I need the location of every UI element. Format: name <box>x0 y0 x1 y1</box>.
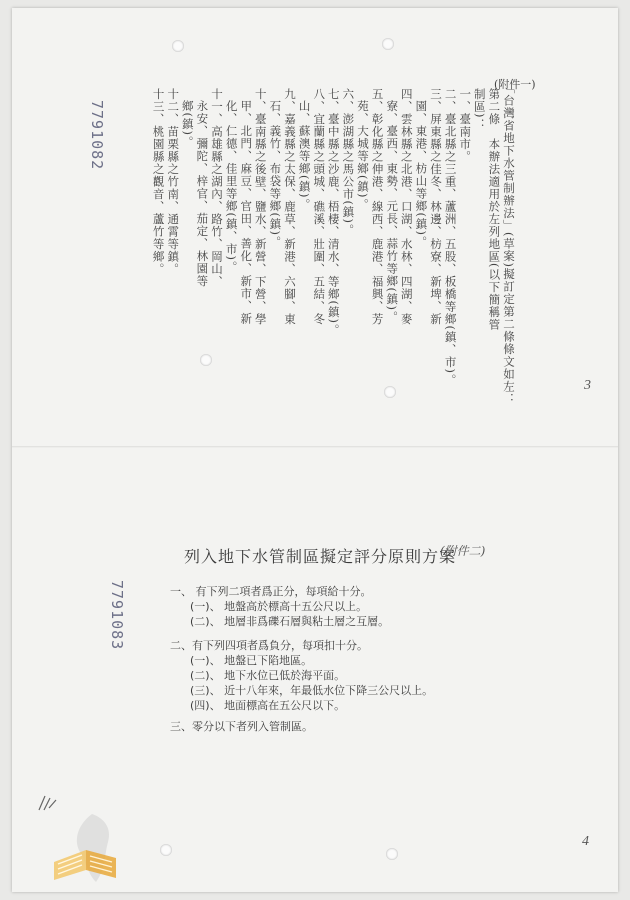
regulation-text-column: 三、屏東縣之佳冬、林邊、枋寮、新埤、新 <box>429 88 443 326</box>
regulation-text-column: 化、仁德、佳里等鄉(鎮、市)。 <box>224 100 239 274</box>
regulation-text-column: 一、臺南市。 <box>458 88 473 163</box>
criteria-line: (一)、 地盤高於標高十五公尺以上。 <box>190 600 368 613</box>
regulation-text-column: 十二、苗栗縣之竹南、通霄等鎮。 <box>166 88 181 276</box>
serial-number-top: 7791082 <box>88 100 106 171</box>
regulation-text-column: 十一、高雄縣之湖內、路竹、岡山、 <box>210 88 224 288</box>
archive-watermark-logo <box>46 808 126 888</box>
criteria-line: (二)、 地下水位已低於海平面。 <box>190 669 346 682</box>
punch-hole <box>382 38 394 50</box>
punch-hole <box>160 844 172 856</box>
regulation-text-column: 石、義竹、布袋等鄉(鎮)。 <box>268 100 283 249</box>
regulation-text-column: 七、臺中縣之沙鹿、梧棲、清水、等鄉(鎮)。 <box>326 88 341 337</box>
regulation-text-column: 永安、彌陀、梓官、茄定、林園等 <box>195 100 210 288</box>
punch-hole <box>386 848 398 860</box>
regulation-text-column: 十三、桃園縣之觀音、蘆竹等鄉。 <box>151 88 166 276</box>
document-title: 列入地下水管制區擬定評分原則方案 <box>184 547 457 566</box>
punch-hole <box>384 386 396 398</box>
annex-one-label: (附件一) <box>494 78 536 91</box>
annex-two-label: (附件二) <box>440 544 486 558</box>
regulation-text-column: 園、東港、枋山等鄉(鎮)。 <box>414 100 429 249</box>
regulation-text-column: 苑、大城等鄉(鎮)。 <box>356 100 370 211</box>
punch-hole <box>200 354 212 366</box>
regulation-text-column: 山、蘇澳等鄉(鎮)。 <box>297 100 312 211</box>
page-number-top: 3 <box>584 378 591 393</box>
regulation-text-column: 五、彰化縣之伸港、線西、鹿港、福興、芳 <box>370 88 385 326</box>
criteria-line: 三、零分以下者列入管制區。 <box>170 720 313 733</box>
regulation-text-column: 十、臺南縣之後壁、鹽水、新營、下營、學 <box>253 88 268 326</box>
punch-hole <box>172 40 184 52</box>
criteria-line: 二、有下列四項者爲負分，每項扣十分。 <box>170 639 368 652</box>
criteria-line: (二)、 地層非爲礫石層與粘土層之互層。 <box>190 615 390 628</box>
regulation-text-column: 八、宜蘭縣之頭城、礁溪、壯圍、五結、冬 <box>312 88 327 326</box>
serial-number-bottom: 7791083 <box>108 580 126 651</box>
page-number-bottom: 4 <box>582 834 589 849</box>
regulation-text-column: 寮、臺西、東勢、元長、蒜竹等鄉(鎮)。 <box>385 100 400 324</box>
page-fold-line <box>12 446 618 448</box>
regulation-text-column: 第二條 本辦法適用於左列地區(以下簡稱管 <box>487 88 502 331</box>
scanned-document-page <box>12 8 618 892</box>
criteria-line: 一、 有下列二項者爲正分，每項給十分。 <box>170 585 372 598</box>
regulation-text-column: 甲、北門、麻豆、官田、善化、新市、新 <box>239 100 254 325</box>
regulation-text-column: 四、雲林縣之北港、口湖、水林、四湖、麥 <box>399 88 414 326</box>
regulation-text-column: 二、臺北縣之三重、蘆洲、五股、板橋等鄉(鎮、市)。 <box>443 88 458 387</box>
regulation-text-column: 九、嘉義縣之太保、鹿草、新港、六腳、東 <box>283 88 297 326</box>
criteria-line: (一)、 地盤已下陷地區。 <box>190 654 313 667</box>
criteria-line: (三)、 近十八年來，年最低水位下降三公尺以上。 <box>190 684 434 697</box>
regulation-text-column: 制區)： <box>472 88 487 131</box>
regulation-text-column: 「台灣省地下水管制辦法」(草案)擬訂定第二條條文如左： <box>502 82 516 406</box>
criteria-line: (四)、 地面標高在五公尺以下。 <box>190 699 346 712</box>
regulation-text-column: 鄉(鎮)。 <box>180 100 195 149</box>
regulation-text-column: 六、澎湖縣之馬公市(鎮)。 <box>341 88 356 237</box>
